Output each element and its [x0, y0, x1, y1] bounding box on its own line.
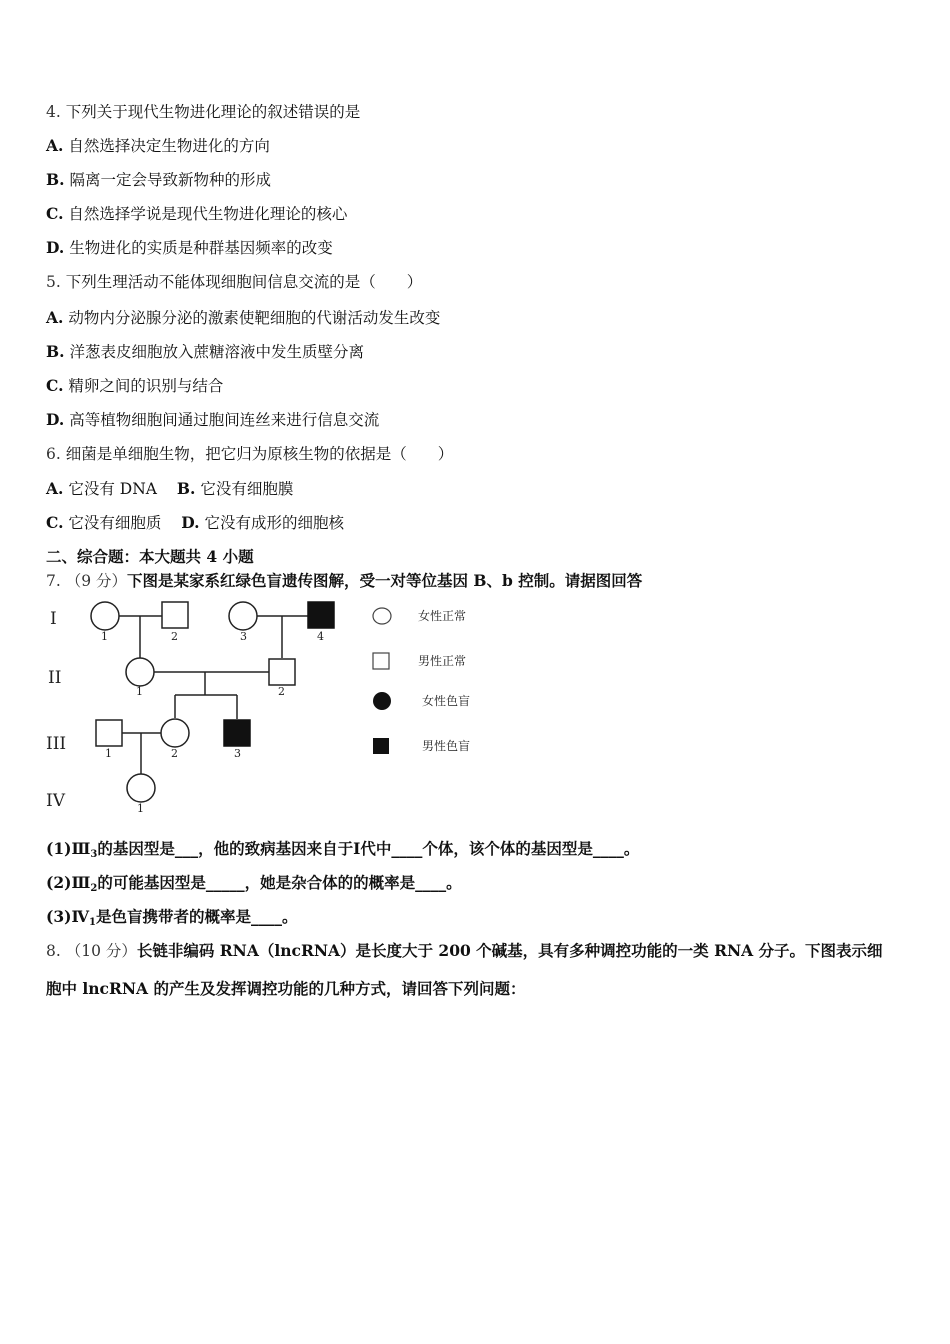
q6-option-a: 它没有 DNA — [68, 480, 157, 498]
legend-male-affected-symbol — [373, 738, 389, 754]
q7-sub1: $(1)Ⅲ_3$的基因型是___，他的致病基因来自于Ⅰ代中____个体，该个体的基因型是____。 — [46, 839, 640, 860]
gen3-num-2: 2 — [171, 747, 178, 760]
q8-number: 8. — [46, 942, 61, 960]
gen3-female-2 — [161, 719, 189, 747]
q7-stem — [46, 571, 642, 591]
q4-option-d: D. 生物进化的实质是种群基因频率的改变 — [46, 238, 333, 257]
q4-option-b: B. 隔离一定会导致新物种的形成 — [46, 170, 271, 189]
q6-options-row2: C. 它没有细胞质 D. 它没有成形的细胞核 — [46, 513, 345, 532]
q4-option-c: C. 自然选择学说是现代生物进化理论的核心 — [46, 204, 348, 223]
gen2-num-2: 2 — [278, 685, 285, 698]
q5-option-a: A. 动物内分泌腺分泌的激素使靶细胞的代谢活动发生改变 — [46, 308, 441, 327]
q5-option-c: C. 精卵之间的识别与结合 — [46, 376, 224, 395]
gen3-male-3-affected — [224, 720, 250, 746]
gen1-male-4-affected — [308, 602, 334, 628]
q6-option-b: 它没有细胞膜 — [200, 480, 294, 498]
q5-option-b: B. 洋葱表皮细胞放入蔗糖溶液中发生质壁分离 — [46, 342, 364, 361]
gen2-num-1: 1 — [136, 685, 143, 698]
legend-male-normal: 男性正常 — [418, 654, 467, 668]
q6-stem — [46, 444, 453, 464]
legend-female-normal-symbol — [373, 608, 391, 624]
gen1-female-3 — [229, 602, 257, 630]
legend-female-normal: 女性正常 — [418, 609, 467, 623]
q4-stem — [46, 102, 360, 122]
legend-female-affected: 女性色盲 — [422, 694, 471, 708]
q6-stem-text: 细菌是单细胞生物，把它归为原核生物的依据是（ ） — [65, 445, 454, 463]
gen2-male-2 — [269, 659, 295, 685]
q4-stem-text: 下列关于现代生物进化理论的叙述错误的是 — [65, 103, 361, 121]
gen1-num-2: 2 — [171, 630, 178, 643]
q6-option-d: 它没有成形的细胞核 — [204, 514, 345, 532]
q6-option-c: 它没有细胞质 — [68, 514, 162, 532]
legend-female-affected-symbol — [373, 692, 391, 710]
q4-option-a: A. 自然选择决定生物进化的方向 — [46, 136, 270, 155]
gen1-num-3: 3 — [240, 630, 247, 643]
q5-number: 5. — [46, 273, 61, 291]
gen-label-2: II — [48, 668, 62, 688]
q7-number: 7. — [46, 572, 61, 590]
gen4-female-1 — [127, 774, 155, 802]
gen1-female-1 — [91, 602, 119, 630]
legend-male-normal-symbol — [373, 653, 389, 669]
gen4-num-1: 1 — [137, 802, 144, 815]
section-title: 二、综合题：本大题共 4 小题 — [46, 547, 254, 566]
pedigree-chart — [40, 596, 500, 821]
gen2-female-1 — [126, 658, 154, 686]
gen-label-1: I — [50, 609, 57, 629]
q7-sub2: $(2)Ⅲ_2$的可能基因型是_____，她是杂合体的的概率是____。 — [46, 873, 462, 894]
gen1-num-4: 4 — [317, 630, 324, 643]
q7-score: （9 分） — [65, 572, 128, 590]
q6-options-row1: A. 它没有 DNA B. 它没有细胞膜 — [46, 479, 294, 498]
q7-sub3: $(3)Ⅳ_1$是色盲携带者的概率是____。 — [46, 907, 298, 928]
gen-label-4: IV — [46, 791, 65, 811]
gen3-num-3: 3 — [234, 747, 241, 760]
q6-number: 6. — [46, 445, 61, 463]
q5-stem — [46, 272, 422, 292]
legend-male-affected: 男性色盲 — [422, 739, 471, 753]
q5-option-d: D. 高等植物细胞间通过胞间连丝来进行信息交流 — [46, 410, 380, 429]
q5-stem-text: 下列生理活动不能体现细胞间信息交流的是（ ） — [65, 273, 423, 291]
q8-stem-line2: 胞中 lncRNA 的产生及发挥调控功能的几种方式，请回答下列问题： — [46, 979, 526, 998]
gen3-num-1: 1 — [105, 747, 112, 760]
gen1-num-1: 1 — [101, 630, 108, 643]
q4-number: 4. — [46, 103, 61, 121]
q8-stem-line1: 8. （10 分）长链非编码 RNA（lncRNA）是长度大于 200 个碱基，具有多种调控功能的一类 RNA 分子。下图表示细 — [46, 941, 883, 960]
gen1-male-2 — [162, 602, 188, 628]
gen-label-3: III — [46, 734, 67, 754]
q8-score: （10 分） — [65, 942, 137, 960]
gen3-male-1 — [96, 720, 122, 746]
q7-stem-text: 下图是某家系红绿色盲遗传图解，受一对等位基因 B、b 控制。请据图回答 — [127, 571, 643, 590]
